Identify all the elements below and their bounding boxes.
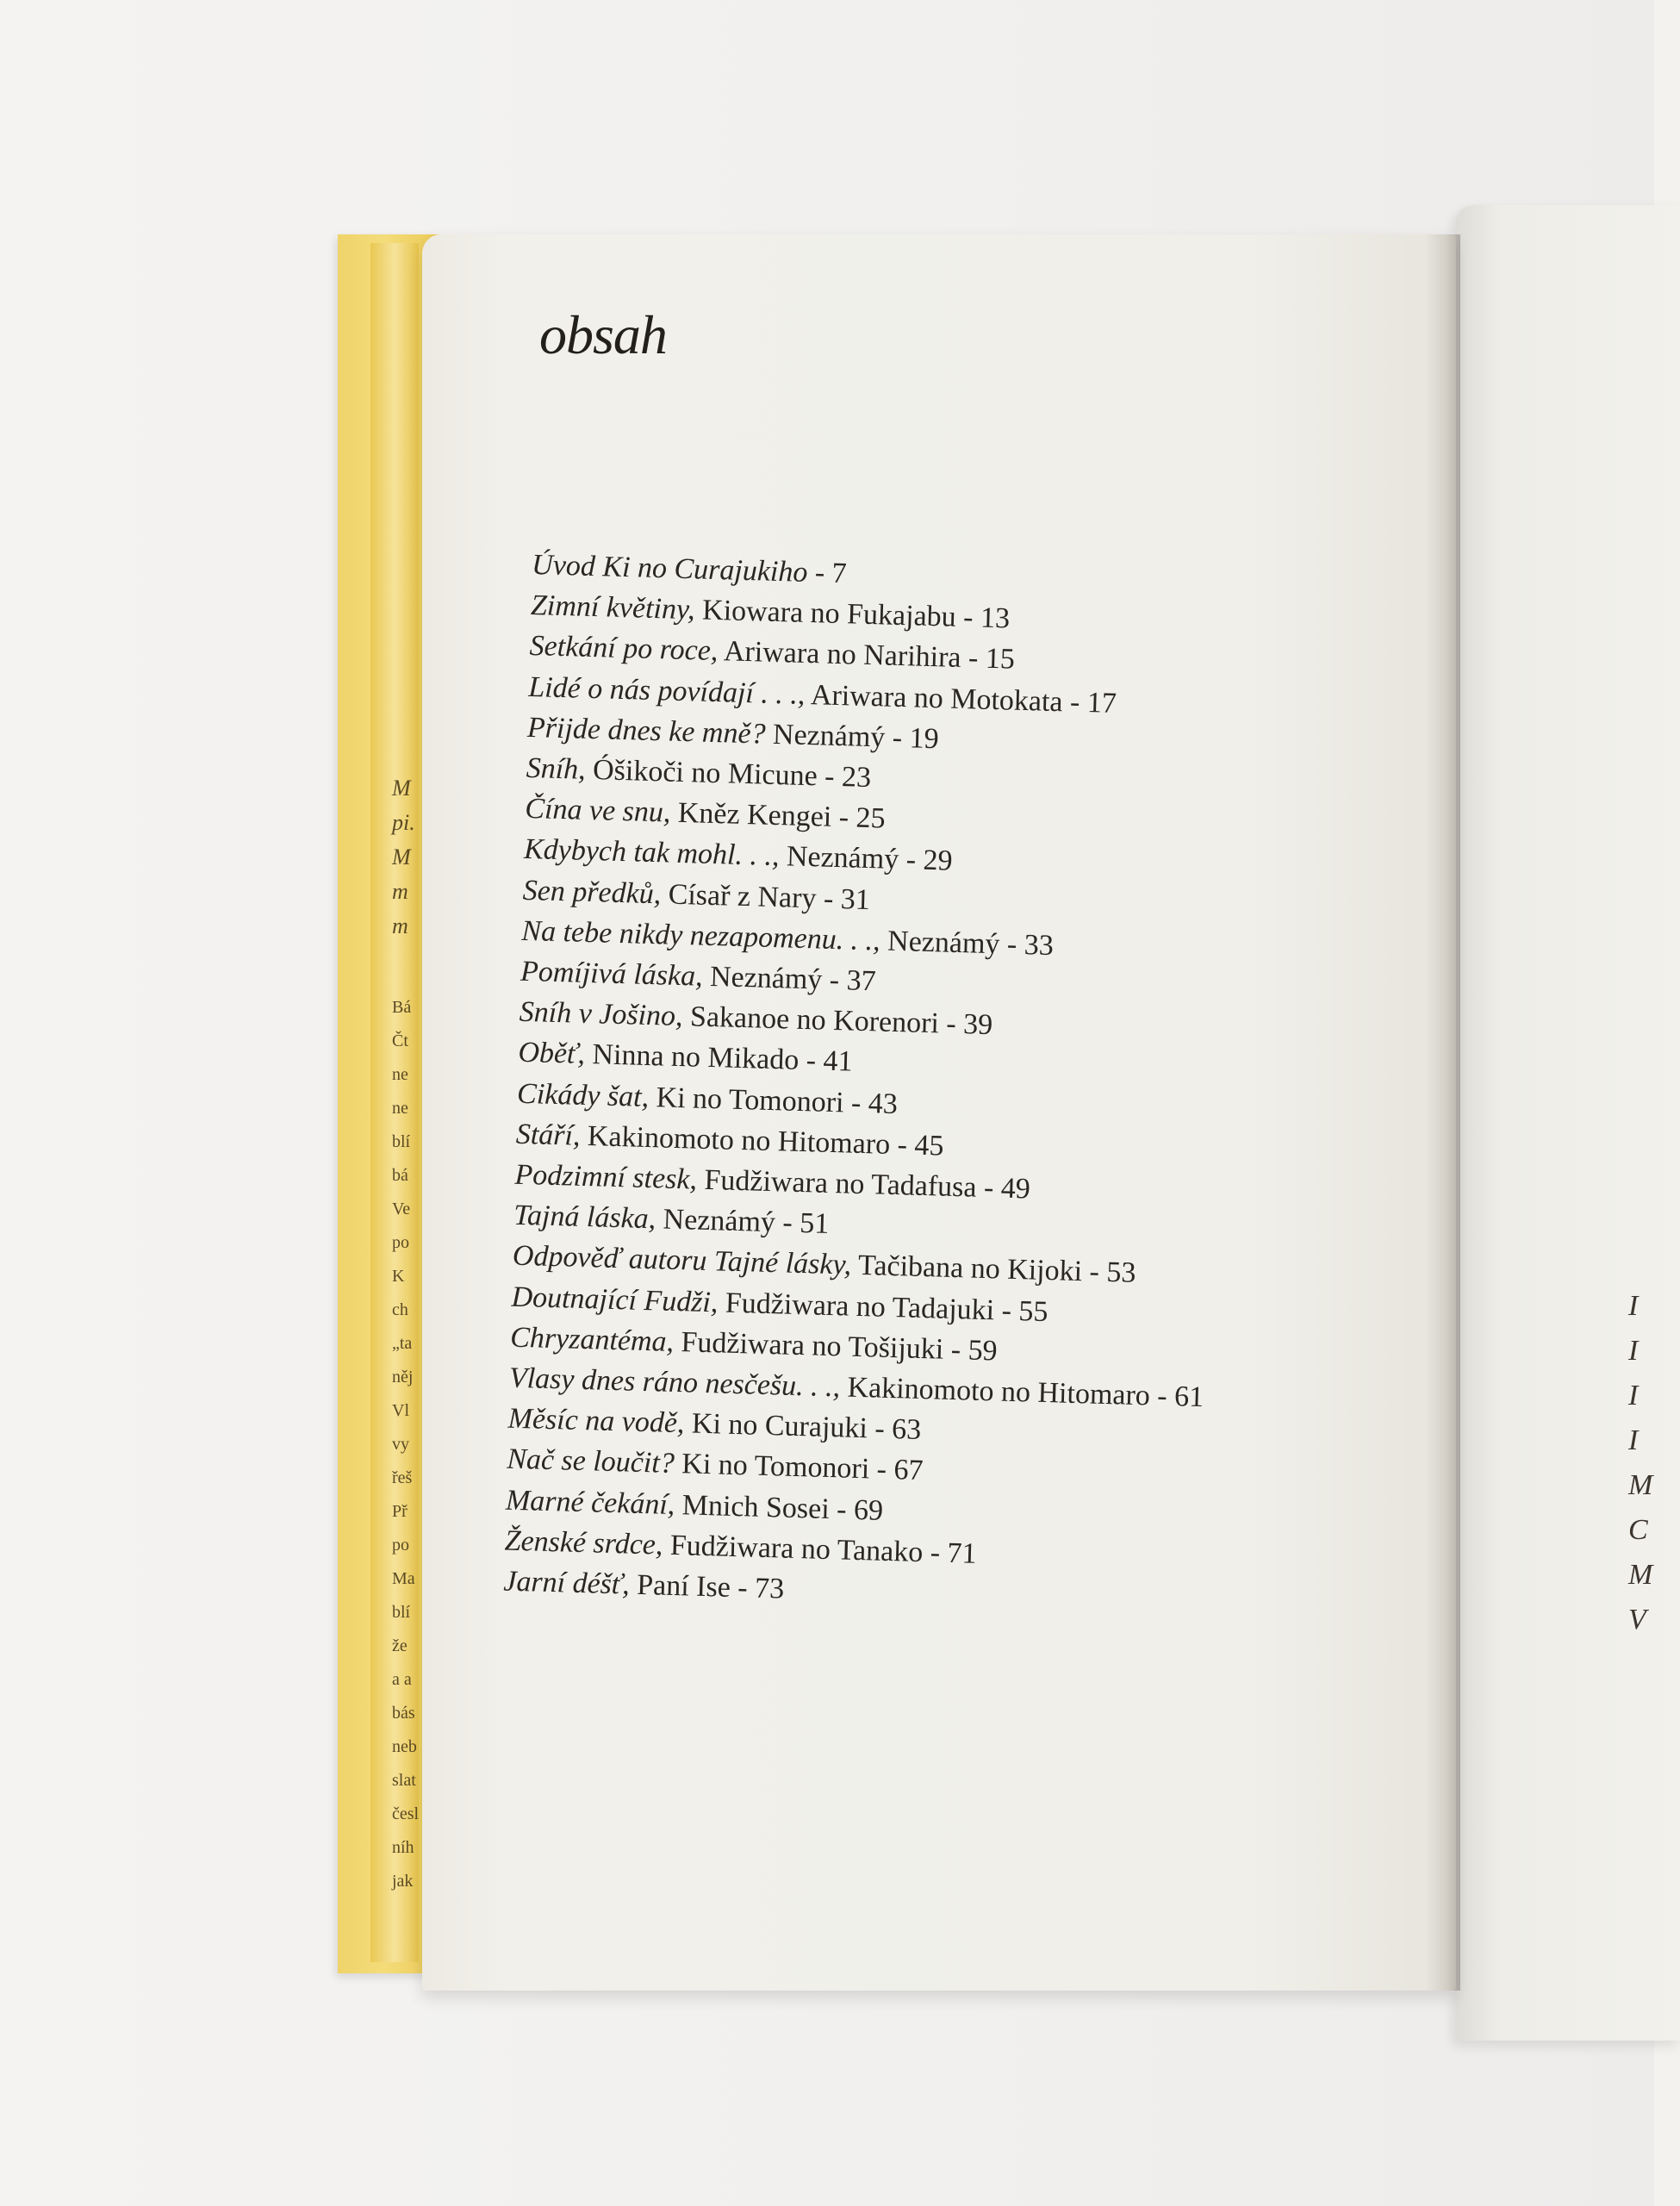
- toc-entry-author: Óšikoči no Micune: [585, 753, 818, 793]
- right-page: [1456, 205, 1680, 2041]
- toc-entry-separator: -: [884, 721, 911, 755]
- toc-entry-author: Kakinomoto no Hitomaro: [839, 1371, 1151, 1412]
- toc-entry-page: 61: [1173, 1380, 1204, 1414]
- jacket-fragment: Ve: [392, 1200, 411, 1218]
- toc-entry-page: 7: [831, 557, 848, 590]
- toc-entry-title: Čína ve snu,: [524, 793, 671, 829]
- jacket-fragment: po: [392, 1536, 409, 1555]
- toc-entry-separator: -: [798, 1044, 824, 1078]
- toc-entry-author: Ki no Tomonori: [674, 1448, 870, 1486]
- toc-entry-page: 69: [853, 1493, 884, 1527]
- toc-entry-separator: -: [922, 1536, 949, 1569]
- toc-entry-page: 59: [968, 1334, 999, 1368]
- jacket-fragment: bá: [392, 1166, 408, 1185]
- jacket-fragment: blí: [392, 1603, 411, 1622]
- right-page-fragment: C: [1628, 1514, 1648, 1546]
- toc-entry-page: 39: [962, 1008, 993, 1042]
- toc-entry-author: Neznámý: [655, 1203, 776, 1239]
- toc-entry-author: Sakanoe no Korenori: [682, 1000, 940, 1040]
- toc-entry-author: Mnich Sosei: [674, 1488, 831, 1525]
- toc-entry-title: Sníh,: [526, 751, 587, 786]
- toc-entry-author: Císař z Nary: [660, 877, 818, 914]
- right-page-fragment: I: [1628, 1290, 1639, 1322]
- toc-entry-page: 67: [893, 1454, 924, 1487]
- toc-entry-author: Fudžiwara no Tadafusa: [696, 1163, 978, 1204]
- toc-entry-separator: -: [1149, 1380, 1175, 1413]
- toc-entry-page: 71: [947, 1536, 978, 1570]
- right-page-fragment: I: [1628, 1380, 1639, 1411]
- jacket-fragment: řeš: [392, 1468, 413, 1487]
- jacket-fragment: po: [392, 1233, 409, 1252]
- toc-entry-page: 29: [923, 844, 954, 878]
- jacket-fragment: ne: [392, 1065, 408, 1084]
- toc-entry-title: Vlasy dnes ráno nesčešu. . .,: [508, 1362, 841, 1404]
- toc-entry-author: Tačibana no Kijoki: [850, 1249, 1083, 1288]
- page-gutter: [1426, 234, 1460, 1991]
- toc-entry-page: 23: [841, 761, 872, 795]
- jacket-fragment: „ta: [392, 1334, 413, 1353]
- toc-entry-title: Cikády šat,: [516, 1077, 650, 1113]
- toc-entry-title: Kdybych tak mohl. . .,: [523, 833, 781, 873]
- toc-entry-page: 73: [754, 1572, 785, 1605]
- toc-entry-page: 43: [868, 1087, 899, 1120]
- toc-entry-author: Kiowara no Fukajabu: [694, 594, 957, 633]
- toc-entry-page: 63: [891, 1413, 922, 1447]
- jacket-fragment: jak: [392, 1872, 414, 1891]
- toc-entry-author: Neznámý: [880, 925, 1000, 961]
- toc-entry-title: Úvod Ki no Curajukiho: [531, 548, 808, 589]
- toc-entry-separator: -: [993, 1293, 1019, 1327]
- toc-entry-page: 41: [823, 1045, 854, 1079]
- jacket-fragment: pi.: [392, 810, 415, 835]
- toc-entry-separator: -: [868, 1453, 895, 1486]
- jacket-fragment: Vl: [392, 1401, 409, 1420]
- toc-entry-page: 19: [909, 722, 940, 756]
- toc-entry-separator: -: [806, 556, 833, 589]
- toc-entry-page: 37: [846, 964, 877, 998]
- toc-entry-separator: -: [815, 882, 842, 915]
- toc-entry-author: Kakinomoto no Hitomaro: [579, 1119, 891, 1161]
- jacket-fragment: česl: [392, 1804, 420, 1823]
- toc-entry-author: Neznámý: [765, 718, 886, 754]
- toc-entry-author: Kněz Kengei: [669, 796, 832, 834]
- toc-entry-author: Neznámý: [778, 840, 899, 876]
- toc-entry-title: Zimní květiny,: [530, 589, 696, 626]
- toc-entry-title: Ženské srdce,: [504, 1524, 663, 1561]
- toc-entry-separator: -: [867, 1412, 893, 1446]
- jacket-fragment: K: [392, 1267, 405, 1286]
- jacket-fragment: m: [392, 913, 408, 938]
- toc-entry-separator: -: [775, 1206, 800, 1240]
- toc-entry-page: 13: [980, 601, 1011, 635]
- toc-entry-title: Stáří,: [515, 1118, 582, 1152]
- jacket-fragment: bás: [392, 1704, 415, 1723]
- toc-entry-author: Fudžiwara no Tošijuki: [673, 1325, 944, 1366]
- toc-entry-separator: -: [889, 1128, 915, 1162]
- jacket-fragment: ne: [392, 1099, 408, 1118]
- toc-entry-page: 45: [913, 1129, 944, 1162]
- toc-entry-title: Doutnající Fudži,: [511, 1281, 719, 1319]
- toc-entry-title: Sen předků,: [522, 874, 662, 910]
- table-of-contents: [503, 545, 1411, 1626]
- toc-entry-page: 53: [1105, 1256, 1136, 1290]
- toc-entry-page: 49: [1000, 1172, 1031, 1206]
- toc-entry-title: Pomíjivá láska,: [520, 955, 704, 993]
- toc-entry-separator: -: [829, 1492, 855, 1526]
- toc-entry-separator: -: [831, 801, 857, 834]
- jacket-fragment: že: [392, 1636, 408, 1655]
- jacket-fragment: M: [392, 776, 411, 801]
- jacket-fragment: neb: [392, 1737, 417, 1756]
- page-title: obsah: [539, 304, 667, 365]
- toc-entry-title: Setkání po roce,: [529, 630, 719, 668]
- right-page-fragment: I: [1628, 1424, 1639, 1456]
- jacket-fragment: Čt: [392, 1031, 408, 1050]
- toc-entry-author: Ki no Curajuki: [683, 1407, 868, 1445]
- toc-entry-title: Lidé o nás povídají . . .,: [527, 670, 806, 711]
- toc-entry-page: 51: [799, 1207, 830, 1241]
- jacket-fragment: níh: [392, 1838, 414, 1857]
- toc-entry-separator: -: [976, 1171, 1002, 1205]
- toc-entry-title: Jarní déšť,: [502, 1565, 631, 1601]
- toc-entry-separator: -: [961, 642, 986, 676]
- toc-entry-separator: -: [730, 1571, 756, 1605]
- toc-entry-separator: -: [817, 760, 843, 794]
- jacket-fragment: Ma: [392, 1569, 415, 1588]
- right-page-fragment: M: [1628, 1469, 1653, 1501]
- right-page-text: [1628, 1284, 1663, 1636]
- toc-entry-title: Odpověď autoru Tajné lásky,: [512, 1240, 852, 1282]
- toc-entry-separator: -: [938, 1007, 964, 1041]
- toc-entry-author: Paní Ise: [629, 1568, 731, 1604]
- toc-entry-author: Fudžiwara no Tadajuki: [717, 1287, 995, 1326]
- right-page-fragment: M: [1628, 1559, 1653, 1591]
- toc-entry-title: Chryzantéma,: [509, 1321, 675, 1358]
- jacket-fragment: něj: [392, 1368, 414, 1387]
- toc-entry-author: Ariwara no Motokata: [804, 678, 1064, 718]
- right-page-fragment: I: [1628, 1335, 1639, 1367]
- jacket-fragment: vy: [392, 1435, 409, 1454]
- toc-entry-author: Ariwara no Narihira: [717, 635, 962, 675]
- toc-entry-page: 17: [1086, 686, 1117, 720]
- jacket-fragment: ch: [392, 1300, 408, 1319]
- jacket-fragment: slat: [392, 1771, 416, 1790]
- jacket-fragment: m: [392, 879, 408, 904]
- toc-entry-title: Měsíc na vodě,: [507, 1402, 685, 1440]
- jacket-fragment: Bá: [392, 998, 412, 1017]
- toc-entry-page: 15: [985, 643, 1016, 676]
- toc-entry-title: Tajná láska,: [513, 1199, 656, 1236]
- toc-entry-page: 25: [856, 801, 887, 835]
- toc-entry-page: 55: [1017, 1294, 1048, 1328]
- jacket-fragment: blí: [392, 1132, 411, 1151]
- toc-entry-title: Oběť,: [518, 1037, 586, 1071]
- toc-entry-author: Ninna no Mikado: [584, 1038, 800, 1077]
- toc-entry-separator: -: [821, 963, 848, 997]
- toc-entry-title: Nač se loučit?: [506, 1443, 675, 1480]
- toc-entry-title: Marné čekání,: [505, 1484, 675, 1521]
- toc-entry-separator: -: [943, 1333, 969, 1367]
- toc-entry-separator: -: [1062, 685, 1088, 719]
- toc-entry-page: 33: [1024, 928, 1055, 962]
- jacket-fragment: Př: [392, 1502, 408, 1521]
- jacket-fragment: M: [392, 844, 411, 869]
- toc-entry-separator: -: [999, 928, 1025, 961]
- toc-entry-author: Ki no Tomonori: [648, 1081, 845, 1119]
- toc-entry-separator: -: [843, 1086, 869, 1119]
- toc-entry-page: 31: [840, 882, 871, 916]
- toc-entry-title: Sníh v Jošino,: [519, 996, 684, 1033]
- toc-entry-author: Fudžiwara no Tanako: [662, 1529, 924, 1568]
- right-page-fragment: V: [1628, 1604, 1646, 1636]
- toc-entry-separator: -: [955, 601, 981, 634]
- toc-entry-separator: -: [898, 844, 924, 877]
- toc-entry-title: Na tebe nikdy nezapomenu. . .,: [520, 914, 881, 957]
- jacket-fragment: a a: [392, 1670, 412, 1689]
- toc-entry-title: Podzimní stesk,: [514, 1158, 698, 1196]
- toc-entry-title: Přijde dnes ke mně?: [526, 711, 767, 751]
- toc-entry-author: Neznámý: [702, 960, 823, 996]
- toc-entry-separator: -: [1081, 1256, 1107, 1289]
